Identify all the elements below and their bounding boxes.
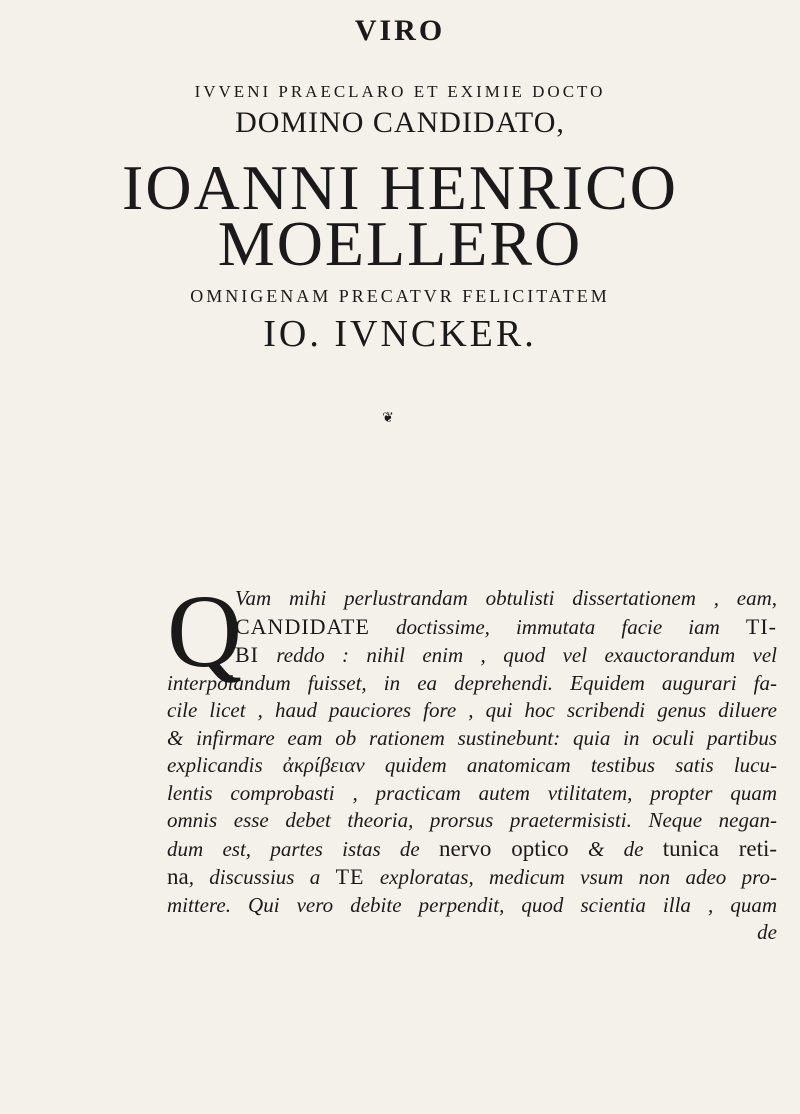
text-line: lentis comprobasti , practicam autem vtilitatem, propter quam xyxy=(167,780,777,805)
fleuron-icon: ❦ xyxy=(382,411,394,426)
text-line: mittere. Qui vero debite perpendit, quod scientia illa , quam xyxy=(167,892,777,917)
text-line: na, discussius a TE exploratas, medicum vsum non adeo pro- xyxy=(167,864,777,889)
author-name: IO. IVNCKER. xyxy=(263,313,537,355)
body-paragraph xyxy=(167,574,778,947)
text-line: omnis esse debet theoria, prorsus praetermisisti. Neque negan- xyxy=(167,808,777,832)
text-line: cile licet , haud pauciores fore , qui hoc scribendi genus diluere xyxy=(167,698,777,722)
drop-capital: Q xyxy=(167,574,243,689)
text-line: Vam mihi perlustrandam obtulisti dissertationem , eam, xyxy=(235,586,777,610)
heading-viro: VIRO xyxy=(354,14,446,47)
catchword: de xyxy=(757,920,777,944)
text-line: dum est, partes istas de nervo optico & de tunica reti- xyxy=(167,835,778,861)
text-line: explicandis ἀκρίβειαν quidem anatomicam testibus satis lucu- xyxy=(167,753,777,777)
heading-greeting: OMNIGENAM PRECATVR FELICITATEM xyxy=(190,286,610,306)
text-line: BI reddo : nihil enim , quod vel exauctorandum vel xyxy=(235,642,777,667)
text-line: interpolandum fuisset, in ea deprehendi. Equidem augurari fa- xyxy=(167,670,777,695)
heading-name-last: MOELLERO xyxy=(217,208,583,279)
text-line: & infirmare eam ob rationem sustinebunt: quia in oculi partibus xyxy=(167,725,777,750)
heading-domino-candidato: DOMINO CANDIDATO, xyxy=(235,106,565,139)
heading-name-first: IOANNI HENRICO xyxy=(122,152,678,223)
heading-dedication: IVVENI PRAECLARO ET EXIMIE DOCTO xyxy=(194,82,606,101)
text-line: CANDIDATE doctissime, immutata facie iam TI- xyxy=(235,613,777,639)
